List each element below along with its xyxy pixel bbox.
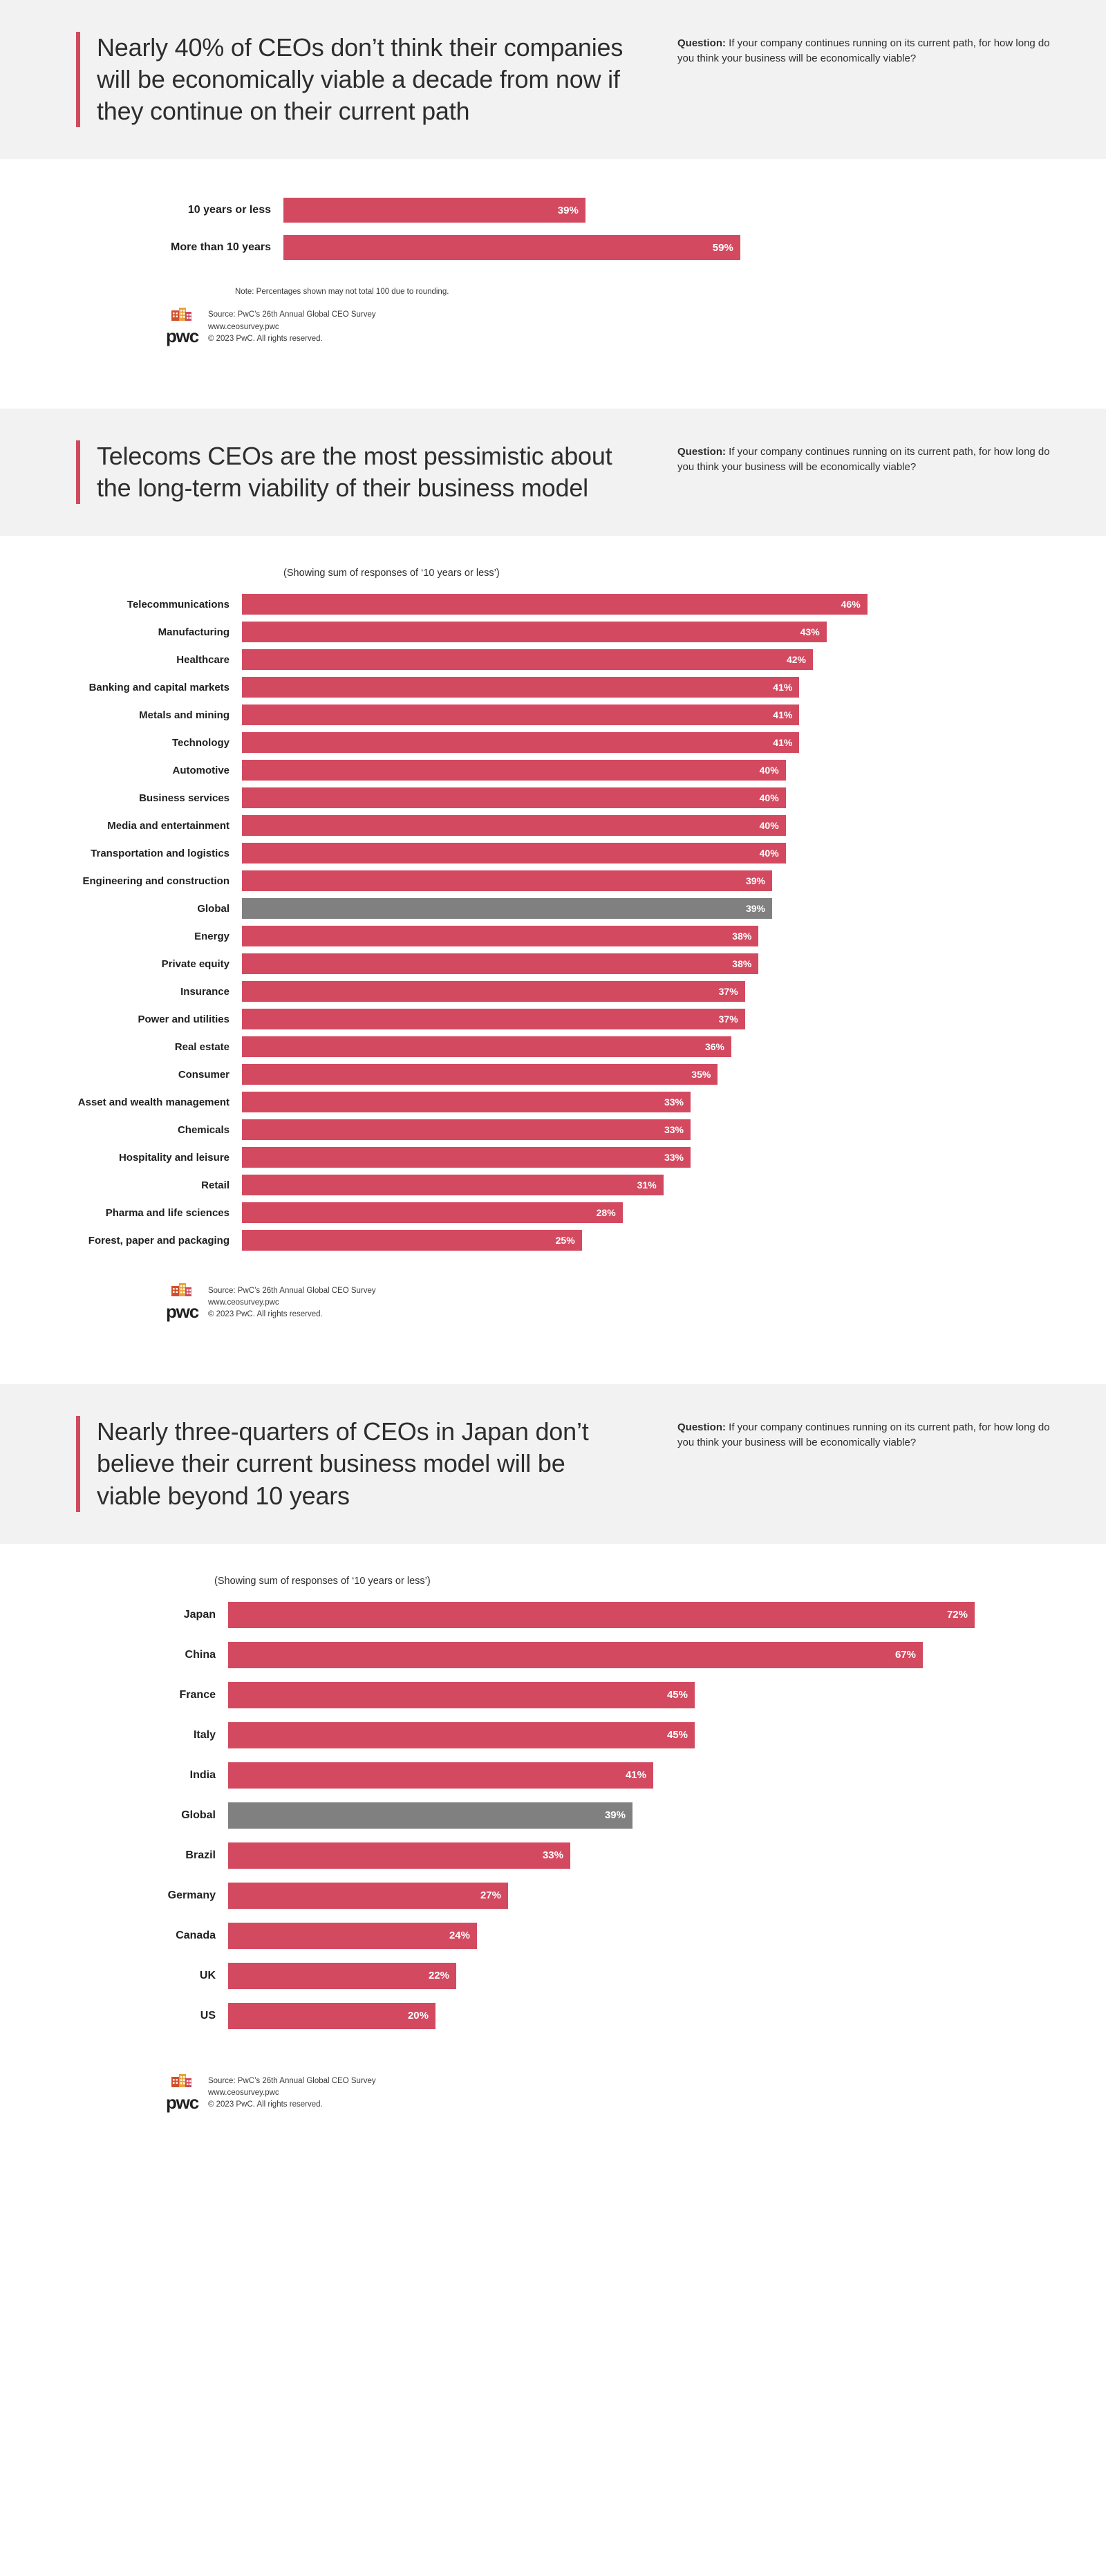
title-block xyxy=(76,32,636,127)
bar-track xyxy=(228,1602,1058,1628)
bar-value-label: 45% xyxy=(666,1729,688,1742)
bar-category-label: Forest, paper and packaging xyxy=(88,1234,229,1247)
bar xyxy=(228,1722,695,1748)
bar-track xyxy=(242,870,1058,891)
bar-row xyxy=(76,198,1058,223)
bar xyxy=(242,843,786,864)
bar-value-label: 37% xyxy=(718,1014,738,1025)
bar xyxy=(242,1147,691,1168)
chart-subnote: (Showing sum of responses of ‘10 years or less’) xyxy=(283,568,500,579)
bar-track xyxy=(242,981,1058,1002)
accent-rule xyxy=(76,440,80,504)
bar-value-label: 67% xyxy=(894,1649,916,1661)
bar-value-label: 40% xyxy=(759,820,779,832)
bar-category-label: Manufacturing xyxy=(158,626,229,638)
bar-category-label: Technology xyxy=(171,736,229,749)
source-block xyxy=(208,2075,376,2111)
bar-track xyxy=(228,1722,1058,1748)
bar-value-label: 20% xyxy=(407,2010,429,2022)
pwc-mark-icon xyxy=(170,304,194,326)
bar-track xyxy=(228,2003,1058,2029)
accent-rule xyxy=(76,1416,80,1511)
bar xyxy=(228,1963,456,1989)
chart-body xyxy=(0,536,1106,1356)
bar-track xyxy=(228,1923,1058,1949)
bar-row xyxy=(76,1722,1058,1748)
bar xyxy=(283,235,740,260)
question-label: Question: xyxy=(677,446,726,458)
bar-value-label: 45% xyxy=(666,1689,688,1701)
bar-track xyxy=(228,1642,1058,1668)
bar-track xyxy=(242,1147,1058,1168)
page-title: Telecoms CEOs are the most pessimistic about the long-term viability of their business model xyxy=(97,442,612,503)
bar-track xyxy=(242,787,1058,808)
bar-value-label: 41% xyxy=(773,737,793,749)
title-block xyxy=(76,440,636,504)
bar xyxy=(242,1092,691,1112)
bar-category-label: Canada xyxy=(176,1929,216,1941)
bar-row xyxy=(76,1202,1058,1223)
bar-category-label: UK xyxy=(199,1969,216,1981)
chart-footer xyxy=(76,1271,1058,1356)
source-line: Source: PwC’s 26th Annual Global CEO Survey xyxy=(207,1286,376,1295)
bar-track xyxy=(242,1009,1058,1029)
bar xyxy=(242,649,813,670)
bar xyxy=(242,1202,623,1223)
source-line: © 2023 PwC. All rights reserved. xyxy=(207,334,323,343)
bar xyxy=(242,1009,745,1029)
bar-row xyxy=(76,870,1058,891)
bar-track xyxy=(242,677,1058,698)
bar xyxy=(242,815,786,836)
bar-value-label: 40% xyxy=(759,848,779,859)
page-title: Nearly 40% of CEOs don’t think their companies will be economically viable a decade from now if they continue on their current path xyxy=(97,33,624,126)
bar xyxy=(242,870,772,891)
bar-row xyxy=(76,622,1058,642)
bar xyxy=(242,1036,731,1057)
bar-category-label: Global xyxy=(197,902,229,915)
bar-category-label: Power and utilities xyxy=(138,1013,229,1025)
section-gap xyxy=(0,1356,1106,1384)
bar-category-label: Media and entertainment xyxy=(107,819,229,832)
bar xyxy=(242,898,772,919)
bar-row xyxy=(76,1682,1058,1708)
bar-category-label: Italy xyxy=(193,1728,216,1741)
bar-row xyxy=(76,843,1058,864)
bar-track xyxy=(242,649,1058,670)
bar-track xyxy=(242,815,1058,836)
bar-category-label: Business services xyxy=(139,792,229,804)
bar-category-label: Banking and capital markets xyxy=(88,681,229,693)
bar-category-label: Hospitality and leisure xyxy=(118,1151,229,1164)
bar-category-label: Automotive xyxy=(172,764,229,776)
bar-category-label: US xyxy=(200,2009,216,2022)
bar xyxy=(242,760,786,781)
bar-row xyxy=(76,760,1058,781)
chart-body xyxy=(0,1544,1106,2147)
bar-value-label: 37% xyxy=(718,986,738,998)
chart-subnote: (Showing sum of responses of ‘10 years or less’) xyxy=(214,1575,431,1587)
bar-track xyxy=(242,843,1058,864)
bar-category-label: Asset and wealth management xyxy=(77,1096,229,1108)
bar-chart-overall xyxy=(76,198,1058,260)
bar-track xyxy=(228,1842,1058,1869)
bar-row xyxy=(76,1230,1058,1251)
bar-value-label: 22% xyxy=(428,1970,449,1982)
bar-track xyxy=(242,1036,1058,1057)
bar xyxy=(242,981,745,1002)
bar-value-label: 25% xyxy=(555,1235,575,1247)
bar-value-label: 24% xyxy=(449,1930,470,1942)
bar-value-label: 35% xyxy=(691,1069,711,1081)
bar-row xyxy=(76,732,1058,753)
bar-row xyxy=(76,704,1058,725)
section-header-band xyxy=(0,1384,1106,1543)
section-by-country xyxy=(0,1384,1106,2147)
bar-row xyxy=(76,1842,1058,1869)
bar-category-label: Chemicals xyxy=(177,1123,229,1136)
bar-chart-country xyxy=(76,1602,1058,2029)
bar xyxy=(242,677,799,698)
source-line: www.ceosurvey.pwc xyxy=(207,322,279,331)
source-line: www.ceosurvey.pwc xyxy=(207,1298,279,1307)
bar-row xyxy=(76,1642,1058,1668)
pwc-logo xyxy=(166,2071,198,2111)
chart-footer xyxy=(76,296,1058,381)
bar xyxy=(228,2003,435,2029)
bar-value-label: 40% xyxy=(759,792,779,804)
bar-category-label: China xyxy=(185,1648,216,1661)
bar-track xyxy=(228,1883,1058,1909)
bar-category-label: Japan xyxy=(183,1608,216,1621)
bar-track xyxy=(242,926,1058,946)
bar-value-label: 39% xyxy=(557,204,579,216)
bar-value-label: 33% xyxy=(664,1124,684,1136)
bar-value-label: 33% xyxy=(542,1849,563,1862)
bar-track xyxy=(242,704,1058,725)
bar-track xyxy=(228,1762,1058,1789)
bar-track xyxy=(283,235,1058,260)
bar-row xyxy=(76,815,1058,836)
bar-value-label: 42% xyxy=(786,654,806,666)
bar-value-label: 28% xyxy=(596,1207,616,1219)
bar-row xyxy=(76,1963,1058,1989)
bar-row xyxy=(76,1119,1058,1140)
bar-row xyxy=(76,649,1058,670)
bar-row xyxy=(76,1147,1058,1168)
source-line: www.ceosurvey.pwc xyxy=(207,2089,279,2098)
bar-row xyxy=(76,2003,1058,2029)
bar-track xyxy=(228,1802,1058,1829)
chart-note: Note: Percentages shown may not total 100 due to rounding. xyxy=(235,288,449,297)
question-body: If your company continues running on its current path, for how long do you think your business will be economically viable? xyxy=(677,1421,1050,1449)
bar-category-label: Retail xyxy=(201,1179,229,1191)
bar-track xyxy=(228,1682,1058,1708)
bar-track xyxy=(242,1064,1058,1085)
bar-value-label: 46% xyxy=(841,599,861,610)
bar-row xyxy=(76,1175,1058,1195)
bar-category-label: Transportation and logistics xyxy=(91,847,229,859)
title-block xyxy=(76,1416,636,1511)
bar xyxy=(228,1642,923,1668)
bar-category-label: Global xyxy=(181,1809,216,1821)
bar-row xyxy=(76,1064,1058,1085)
bar-category-label: Real estate xyxy=(174,1040,229,1053)
section-overall-viability xyxy=(0,0,1106,381)
bar-value-label: 38% xyxy=(732,931,752,942)
bar-row xyxy=(76,926,1058,946)
bar xyxy=(228,1602,975,1628)
question-body: If your company continues running on its current path, for how long do you think your business will be economically viable? xyxy=(677,37,1050,64)
bar-category-label: Private equity xyxy=(161,958,229,970)
bar xyxy=(242,704,799,725)
bar-value-label: 39% xyxy=(745,875,765,887)
bar xyxy=(242,1175,664,1195)
bar-row xyxy=(76,1883,1058,1909)
bar xyxy=(242,1119,691,1140)
bar-row xyxy=(76,1802,1058,1829)
bar-row xyxy=(76,1923,1058,1949)
bar xyxy=(242,594,868,615)
bar-category-label: Consumer xyxy=(178,1068,229,1081)
page-title: Nearly three-quarters of CEOs in Japan don’t believe their current business model will be viable beyond 10 years xyxy=(97,1417,589,1510)
bar-category-label: France xyxy=(179,1688,216,1701)
pwc-logo xyxy=(166,304,198,345)
bar-value-label: 72% xyxy=(946,1609,968,1621)
pwc-wordmark: pwc xyxy=(166,326,198,347)
bar-value-label: 41% xyxy=(773,682,793,693)
bar xyxy=(242,787,786,808)
question-text xyxy=(636,32,1058,66)
pwc-mark-icon xyxy=(170,2071,194,2092)
bar-value-label: 31% xyxy=(637,1179,657,1191)
bar-value-label: 33% xyxy=(664,1096,684,1108)
bar-value-label: 59% xyxy=(712,241,733,254)
bar-row xyxy=(76,953,1058,974)
bar-category-label: Pharma and life sciences xyxy=(105,1206,229,1219)
bar-track xyxy=(242,622,1058,642)
chart-body xyxy=(0,159,1106,381)
bar-category-label: Germany xyxy=(167,1889,216,1901)
bar-value-label: 41% xyxy=(625,1769,646,1782)
pwc-wordmark: pwc xyxy=(166,1301,198,1323)
bar xyxy=(228,1802,632,1829)
bar-category-label: Energy xyxy=(194,930,229,942)
bar-row xyxy=(76,981,1058,1002)
bar xyxy=(228,1762,653,1789)
bar-track xyxy=(242,898,1058,919)
bar xyxy=(242,953,758,974)
bar xyxy=(283,198,585,223)
bar-track xyxy=(242,732,1058,753)
bar xyxy=(228,1883,508,1909)
bar-category-label: More than 10 years xyxy=(171,241,271,254)
bar-row xyxy=(76,898,1058,919)
bar-value-label: 36% xyxy=(704,1041,724,1053)
pwc-wordmark: pwc xyxy=(166,2091,198,2113)
bar-category-label: Healthcare xyxy=(176,653,229,666)
bar xyxy=(242,622,827,642)
bar-track xyxy=(242,1202,1058,1223)
bar xyxy=(242,926,758,946)
question-text xyxy=(636,1416,1058,1450)
bar-track xyxy=(242,760,1058,781)
bar xyxy=(242,732,799,753)
source-block xyxy=(208,1285,376,1321)
bar-value-label: 41% xyxy=(773,709,793,721)
pwc-logo xyxy=(166,1280,198,1323)
question-text xyxy=(636,440,1058,475)
bar-row xyxy=(76,235,1058,260)
bar-track xyxy=(242,594,1058,615)
bar-value-label: 39% xyxy=(745,903,765,915)
bar-chart-industry xyxy=(76,594,1058,1251)
source-line: © 2023 PwC. All rights reserved. xyxy=(207,1310,323,1319)
bar-value-label: 40% xyxy=(759,765,779,776)
bar-row xyxy=(76,1009,1058,1029)
section-header-band xyxy=(0,0,1106,159)
bar-row xyxy=(76,1092,1058,1112)
pwc-mark-icon xyxy=(170,1280,194,1301)
bar-category-label: Telecommunications xyxy=(126,598,229,610)
source-line: Source: PwC’s 26th Annual Global CEO Survey xyxy=(207,310,376,319)
bar-track xyxy=(242,1119,1058,1140)
bar-value-label: 33% xyxy=(664,1152,684,1164)
question-label: Question: xyxy=(677,37,726,49)
bar-track xyxy=(228,1963,1058,1989)
bar-category-label: Insurance xyxy=(180,985,229,998)
question-label: Question: xyxy=(677,1421,726,1434)
bar-value-label: 27% xyxy=(480,1889,501,1902)
bar-row xyxy=(76,1602,1058,1628)
bar-row xyxy=(76,1762,1058,1789)
source-line: © 2023 PwC. All rights reserved. xyxy=(207,2100,323,2109)
bar xyxy=(242,1230,582,1251)
source-line: Source: PwC’s 26th Annual Global CEO Survey xyxy=(207,2076,376,2085)
bar-value-label: 39% xyxy=(604,1809,626,1822)
bar-track xyxy=(242,1175,1058,1195)
bar-category-label: Metals and mining xyxy=(139,709,229,721)
section-by-industry xyxy=(0,409,1106,1356)
bar-row xyxy=(76,594,1058,615)
bar-category-label: India xyxy=(189,1768,216,1781)
section-header-band xyxy=(0,409,1106,536)
section-gap xyxy=(0,381,1106,409)
bar-row xyxy=(76,787,1058,808)
bar-category-label: 10 years or less xyxy=(187,204,271,216)
bar-row xyxy=(76,1036,1058,1057)
accent-rule xyxy=(76,32,80,127)
bar-track xyxy=(242,1230,1058,1251)
bar xyxy=(228,1842,570,1869)
source-block xyxy=(208,309,376,345)
bar-value-label: 38% xyxy=(732,958,752,970)
question-body: If your company continues running on its current path, for how long do you think your business will be economically viable? xyxy=(677,446,1050,473)
bar-track xyxy=(242,953,1058,974)
bar-category-label: Engineering and construction xyxy=(82,875,229,887)
bar xyxy=(228,1682,695,1708)
bar-track xyxy=(242,1092,1058,1112)
bar xyxy=(242,1064,718,1085)
chart-footer xyxy=(76,2062,1058,2147)
bar-value-label: 43% xyxy=(800,626,820,638)
bar-row xyxy=(76,677,1058,698)
bar-track xyxy=(283,198,1058,223)
bar-category-label: Brazil xyxy=(185,1849,216,1861)
bar xyxy=(228,1923,477,1949)
